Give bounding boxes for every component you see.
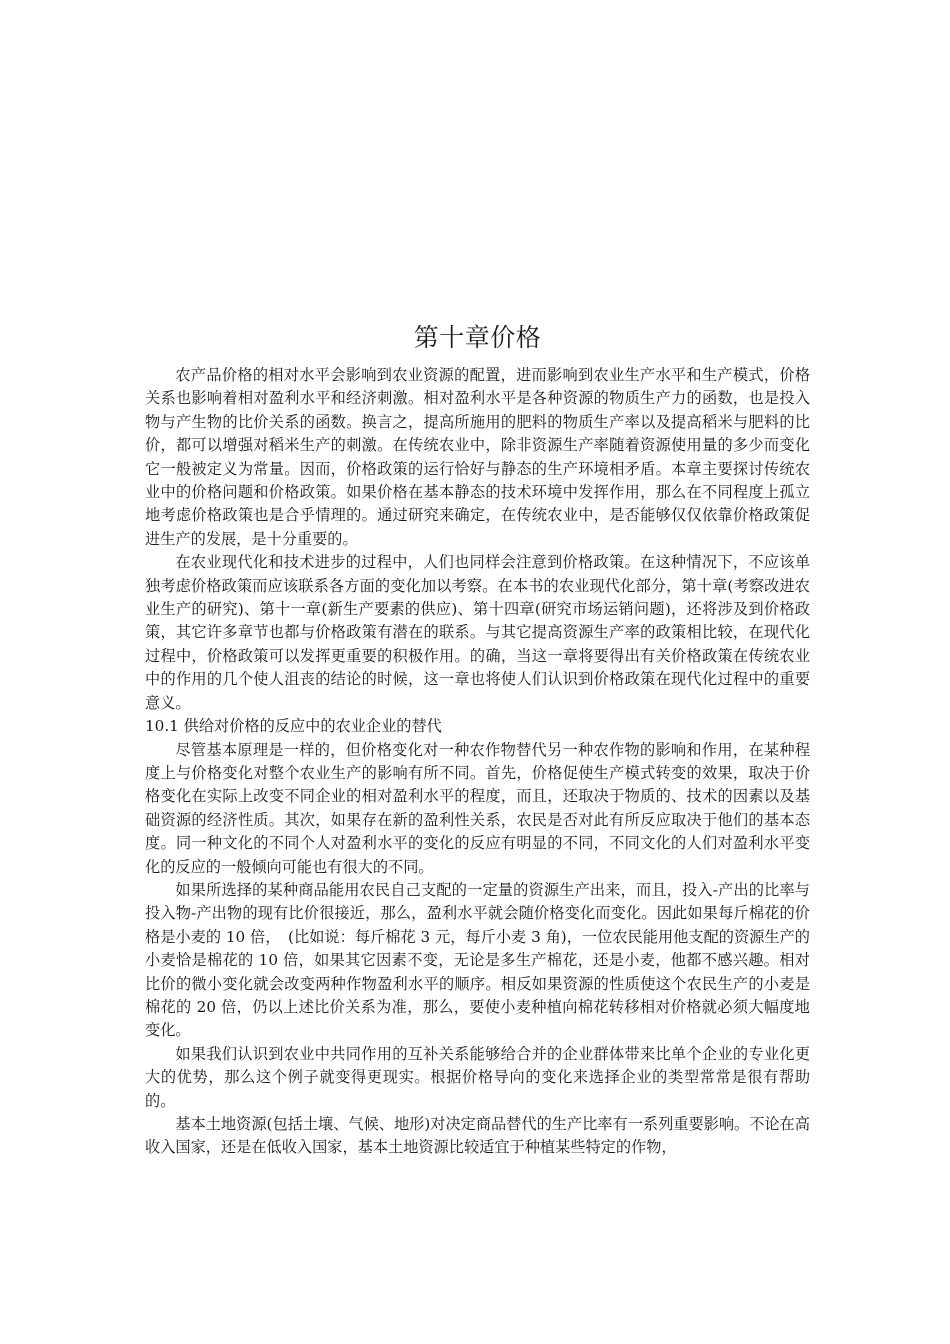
section-heading-10-1: 10.1 供给对价格的反应中的农业企业的替代 [145,717,442,736]
chapter-title: 第十章价格 [413,323,542,352]
section-paragraph-2: 如果所选择的某种商品能用农民自己支配的一定量的资源生产出来，而且，投入-产出的比率与投入物-产出物的现有比价很接近，那么，盈利水平就会随价格变化而变化。因此如果每斤棉花的价格是小麦的 10 倍， (比如说：每斤棉花 3 元，每斤小麦 3 角)，一位农民能用他支配的资源生产的小麦恰是棉花的 10 倍，如果其它因素不变，无论是多生产棉花，还是小麦，他都不感兴趣。相对比价的微小变化就会改变两种作物盈利水平的顺序。相反如果资源的性质使这个农民生产的小麦是棉花的 20 倍，仍以上述比价关系为准，那么，要使小麦种植向棉花转移相对价格就必须大幅度地变化。 [145,880,810,1040]
intro-paragraph-1: 农产品价格的相对水平会影响到农业资源的配置，进而影响到农业生产水平和生产模式，价格关系也影响着相对盈利水平和经济刺激。相对盈利水平是各种资源的物质生产力的函数，也是投入物与产生物的比价关系的函数。换言之，提高所施用的肥料的物质生产率以及提高稻米与肥料的比价，都可以增强对稻米生产的刺激。在传统农业中，除非资源生产率随着资源使用量的多少而变化它一般被定义为常量。因而，价格政策的运行恰好与静态的生产环境相矛盾。本章主要探讨传统农业中的价格问题和价格政策。如果价格在基本静态的技术环境中发挥作用，那么在不同程度上孤立地考虑价格政策也是合乎情理的。通过研究来确定，在传统农业中，是否能够仅仅依靠价格政策促进生产的发展，是十分重要的。 [145,366,810,548]
intro-paragraph-2: 在农业现代化和技术进步的过程中，人们也同样会注意到价格政策。在这种情况下，不应该单独考虑价格政策而应该联系各方面的变化加以考察。在本书的农业现代化部分，第十章(考察改进农业生产的研究)、第十一章(新生产要素的供应)、第十四章(研究市场运销问题)，还将涉及到价格政策，其它许多章节也都与价格政策有潜在的联系。与其它提高资源生产率的政策相比较，在现代化过程中，价格政策可以发挥更重要的积极作用。的确，当这一章将要得出有关价格政策在传统农业中的作用的几个使人沮丧的结论的时候，这一章也将使人们认识到价格政策在现代化过程中的重要意义。 [145,553,810,712]
section-paragraph-1: 尽管基本原理是一样的，但价格变化对一种农作物替代另一种农作物的影响和作用，在某种程度上与价格变化对整个农业生产的影响有所不同。首先，价格促使生产模式转变的效果，取决于价格变化在实际上改变不同企业的相对盈利水平的程度，而且，还取决于物质的、技术的因素以及基础资源的经济性质。其次，如果存在新的盈利性关系，农民是否对此有所反应取决于他们的基本态度。同一种文化的不同个人对盈利水平的变化的反应有明显的不同，不同文化的人们对盈利水平变化的反应的一般倾向可能也有很大的不同。 [145,740,810,876]
section-paragraph-3: 如果我们认识到农业中共同作用的互补关系能够给合并的企业群体带来比单个企业的专业化更大的优势，那么这个例子就变得更现实。根据价格导向的变化来选择企业的类型常常是很有帮助的。 [145,1044,810,1110]
document-page [145,318,810,1160]
section-paragraph-4: 基本土地资源(包括土壤、气候、地形)对决定商品替代的生产比率有一系列重要影响。不论在高收入国家，还是在低收入国家，基本土地资源比较适宜于种植某些特定的作物， [145,1115,810,1157]
